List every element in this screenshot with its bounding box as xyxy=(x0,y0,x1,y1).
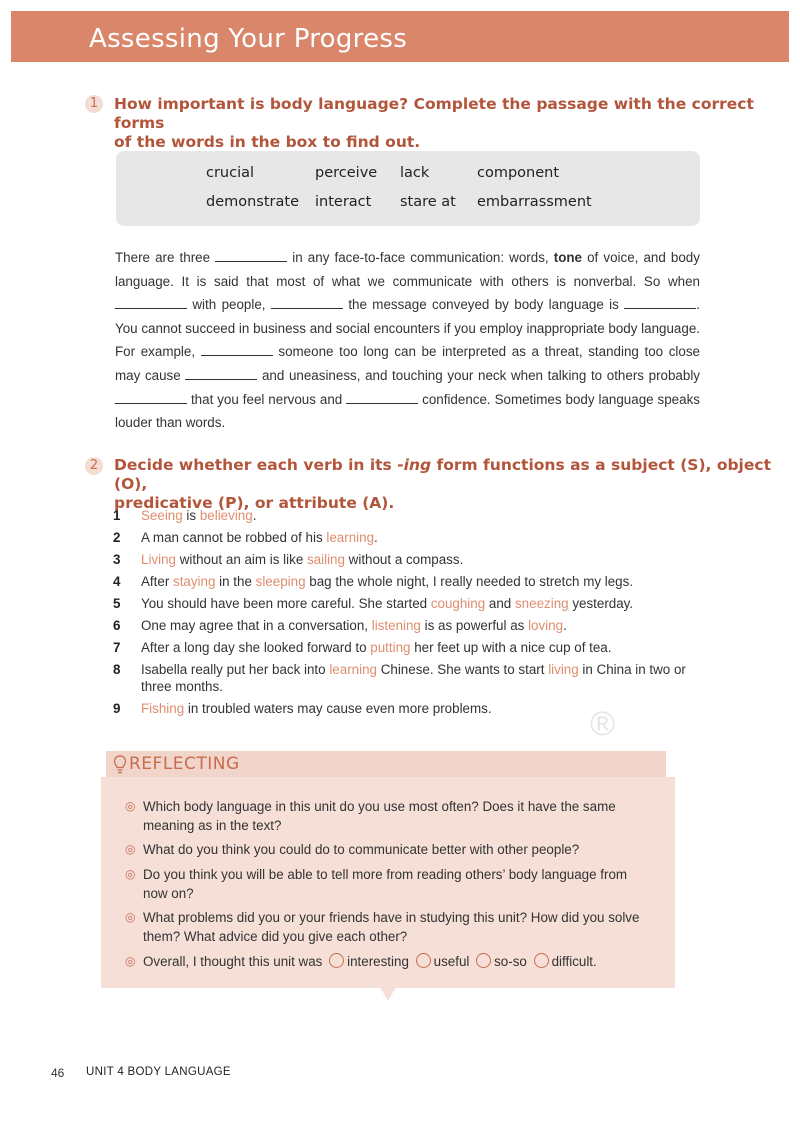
reflect-question-4: ◎ What problems did you or your friends have in studying this unit? How did you solve them? What advice did you give each other? xyxy=(125,910,640,944)
target-bullet-icon: ◎ xyxy=(125,842,136,856)
section1-instruction-line1: How important is body language? Complete the passage with the correct forms xyxy=(114,95,754,132)
reflect-question-1: ◎ Which body language in this unit do you use most often? Does it have the same meaning as in the text? xyxy=(125,799,616,833)
blank-7[interactable] xyxy=(115,391,187,404)
passage: There are three in any face-to-face communication: words, tone of voice, and body language. It is said that most of what we communicate with others is nonverbal. So when with people, the message conveyed by body language is . You cannot succeed in business and social encounters if you employ inappropriate body language. For example, someone too long can be interpreted as a threat, standing too close may cause and uneasiness, and touching your neck when talking to others probably that you feel nervous and confidence. Sometimes body language speaks louder than words. xyxy=(115,250,700,431)
header-bar xyxy=(11,11,789,62)
list-item: 7 After a long day she looked forward to putting her feet up with a nice cup of tea. xyxy=(113,640,612,655)
section1-instruction-line2: of the words in the box to find out. xyxy=(114,133,421,151)
section2-instruction: Decide whether each verb in its -ing form functions as a subject (S), object (O), predicative (P), or attribute (A). xyxy=(114,456,771,512)
page-number: 46 xyxy=(51,1066,65,1080)
option-circle-interesting[interactable] xyxy=(329,953,344,968)
target-bullet-icon: ◎ xyxy=(125,954,136,968)
blank-6[interactable] xyxy=(185,367,257,380)
word-embarrassment: embarrassment xyxy=(477,194,592,210)
word-crucial: crucial xyxy=(206,165,255,181)
lightbulb-icon xyxy=(113,754,127,776)
option-circle-useful[interactable] xyxy=(416,953,431,968)
word-component: component xyxy=(477,165,560,181)
blank-5[interactable] xyxy=(201,343,273,356)
list-item: 6 One may agree that in a conversation, listening is as powerful as loving. xyxy=(113,618,567,633)
blank-8[interactable] xyxy=(346,391,418,404)
word-perceive: perceive xyxy=(315,165,378,181)
list-item: 2 A man cannot be robbed of his learning. xyxy=(113,530,378,545)
unit-label: UNIT 4 BODY LANGUAGE xyxy=(86,1066,231,1078)
reflecting-title: REFLECTING xyxy=(129,754,240,774)
list-item: 4 After staying in the sleeping bag the whole night, I really needed to stretch my legs. xyxy=(113,574,634,589)
word-interact: interact xyxy=(315,194,372,210)
target-bullet-icon: ◎ xyxy=(125,867,136,881)
list-item: 1 Seeing is believing. xyxy=(113,508,257,523)
exercise-list xyxy=(113,505,703,720)
section1-instruction xyxy=(114,95,800,152)
section-number-1: 1 xyxy=(85,95,103,113)
list-item: 5 You should have been more careful. She started coughing and sneezing yesterday. xyxy=(113,596,634,611)
target-bullet-icon: ◎ xyxy=(125,910,136,924)
section-number-2: 2 xyxy=(85,457,103,475)
option-circle-difficult[interactable] xyxy=(534,953,549,968)
blank-4[interactable] xyxy=(624,296,696,309)
reflecting-notch xyxy=(380,987,396,1001)
reflect-question-2: ◎ What do you think you could do to communicate better with other people? xyxy=(125,842,580,857)
page-title: Assessing Your Progress xyxy=(89,24,408,54)
blank-2[interactable] xyxy=(115,296,187,309)
word-demonstrate: demonstrate xyxy=(206,194,300,210)
word-stare-at: stare at xyxy=(400,194,456,210)
reflect-question-3: ◎ Do you think you will be able to tell more from reading others’ body language from now on? xyxy=(125,867,628,901)
registered-mark: ® xyxy=(590,705,616,743)
list-item: 3 Living without an aim is like sailing without a compass. xyxy=(113,552,464,567)
option-circle-so-so[interactable] xyxy=(476,953,491,968)
reflect-rating: ◎ Overall, I thought this unit was interesting useful so-so difficult. xyxy=(125,954,597,969)
target-bullet-icon: ◎ xyxy=(125,799,136,813)
list-item: 9 Fishing in troubled waters may cause even more problems. xyxy=(113,701,492,716)
list-item: 8 Isabella really put her back into learning Chinese. She wants to start living in China in two or three months. xyxy=(113,662,686,694)
word-box xyxy=(116,151,700,226)
blank-1[interactable] xyxy=(215,249,287,262)
word-lack: lack xyxy=(400,165,430,181)
blank-3[interactable] xyxy=(271,296,343,309)
